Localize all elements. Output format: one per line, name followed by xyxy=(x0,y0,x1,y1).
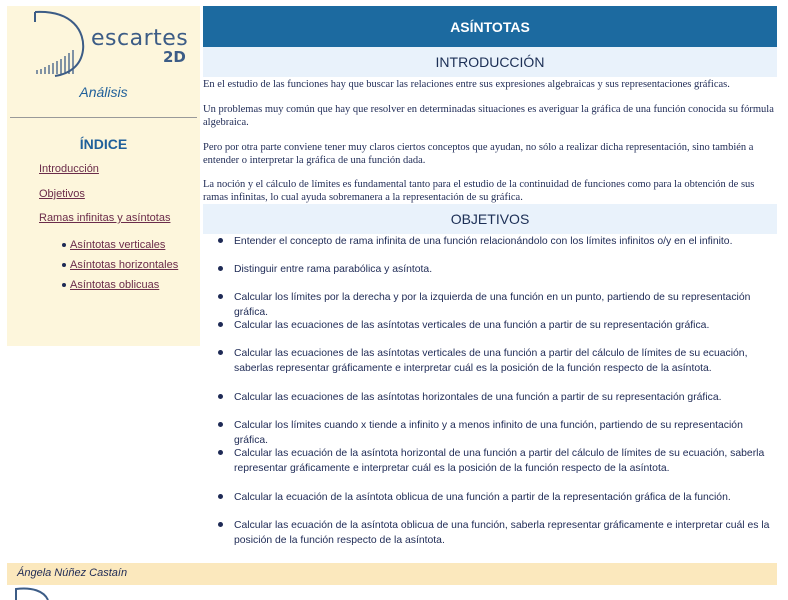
sidebar-divider xyxy=(10,117,197,118)
bullet-icon xyxy=(218,522,223,527)
objective-item: Calcular los límites por la derecha y por la izquierda de una función en un punto, partiendo de su representación gráfica. xyxy=(234,292,751,318)
intro-paragraph: La noción y el cálculo de límites es fundamental tanto para el estudio de la continuidad de funciones como para la obtención de sus ramas infinitas, lo cual ayuda sobremanera a la representación de su gráfica. xyxy=(203,179,755,203)
intro-paragraph: Un problemas muy común que hay que resolver en determinadas situaciones es averiguar la gráfica de una función conocida su fórmula algebraica. xyxy=(203,104,774,128)
objective-item: Distinguir entre rama parabólica y asíntota. xyxy=(234,264,433,275)
objective-item: Calcular las ecuaciones de las asíntotas verticales de una función a partir del cálculo de límites de su ecuación, saberlas representar gráficamente e interpretar cuál es la posición de la función respecto de la asíntota. xyxy=(234,348,748,374)
intro-heading: INTRODUCCIÓN xyxy=(203,47,777,77)
objective-item: Calcular los límites cuando x tiende a infinito y a menos infinito de una función, partiendo de su representación gráfica. xyxy=(234,420,743,446)
bullet-icon xyxy=(62,283,66,287)
objective-item: Calcular las ecuación de la asíntota horizontal de una función a partir del cálculo de límites de su ecuación, saberla representar gráficamente e interpretar cuál es la posición de la función respecto de la asíntota. xyxy=(234,448,765,474)
bullet-icon xyxy=(218,450,223,455)
bullet-icon xyxy=(218,422,223,427)
logo-wordmark: escartes xyxy=(91,26,189,51)
footer-logo-icon xyxy=(14,587,58,600)
bullet-icon xyxy=(62,243,66,247)
objective-item: Calcular la ecuación de la asíntota oblicua de una función a partir de la representación gráfica de la función. xyxy=(234,492,731,503)
objective-item: Calcular las ecuaciones de las asíntotas verticales de una función a partir de su representación gráfica. xyxy=(234,320,710,331)
objective-item: Entender el concepto de rama infinita de una función relacionándolo con los límites infinitos o/y en el infinito. xyxy=(234,236,733,247)
intro-paragraph: Pero por otra parte conviene tener muy claros ciertos conceptos que ayudan, no sólo a realizar dicha representación, sino también a entender o interpretar la gráfica de una función dada. xyxy=(203,142,754,166)
descartes-logo xyxy=(33,10,193,80)
bullet-icon xyxy=(218,238,223,243)
bullet-icon xyxy=(218,322,223,327)
bullet-icon xyxy=(218,266,223,271)
logo-suffix: 2D xyxy=(163,48,186,66)
sidebar xyxy=(7,6,200,346)
nav-link-asintotas-oblicuas[interactable]: Asíntotas oblicuas xyxy=(70,279,160,291)
intro-paragraph: En el estudio de las funciones hay que buscar las relaciones entre sus expresiones algebraicas y sus representaciones gráficas. xyxy=(203,79,730,90)
footer xyxy=(7,563,777,585)
author-name: Ángela Núñez Castaín xyxy=(17,567,128,579)
bullet-icon xyxy=(218,394,223,399)
nav-link-asintotas-verticales[interactable]: Asíntotas verticales xyxy=(70,239,166,251)
nav-link-introduccion[interactable]: Introducción xyxy=(39,163,99,175)
nav-link-ramas-infinitas[interactable]: Ramas infinitas y asíntotas xyxy=(39,212,171,224)
page-title: ASÍNTOTAS xyxy=(203,6,777,47)
nav-link-objetivos[interactable]: Objetivos xyxy=(39,188,85,200)
index-title: ÍNDICE xyxy=(79,136,128,152)
bullet-icon xyxy=(218,294,223,299)
nav-link-asintotas-horizontales[interactable]: Asíntotas horizontales xyxy=(70,259,179,271)
bullet-icon xyxy=(218,350,223,355)
objectives-heading: OBJETIVOS xyxy=(203,204,777,234)
bullet-icon xyxy=(218,494,223,499)
bullet-icon xyxy=(62,263,66,267)
objective-item: Calcular las ecuación de la asíntota oblicua de una función, saberla representar gráficamente e interpretar cuál es la posición de la función respecto de la asíntota. xyxy=(234,520,770,546)
objective-item: Calcular las ecuaciones de las asíntotas horizontales de una función a partir de su representación gráfica. xyxy=(234,392,722,403)
section-label: Análisis xyxy=(79,84,128,100)
